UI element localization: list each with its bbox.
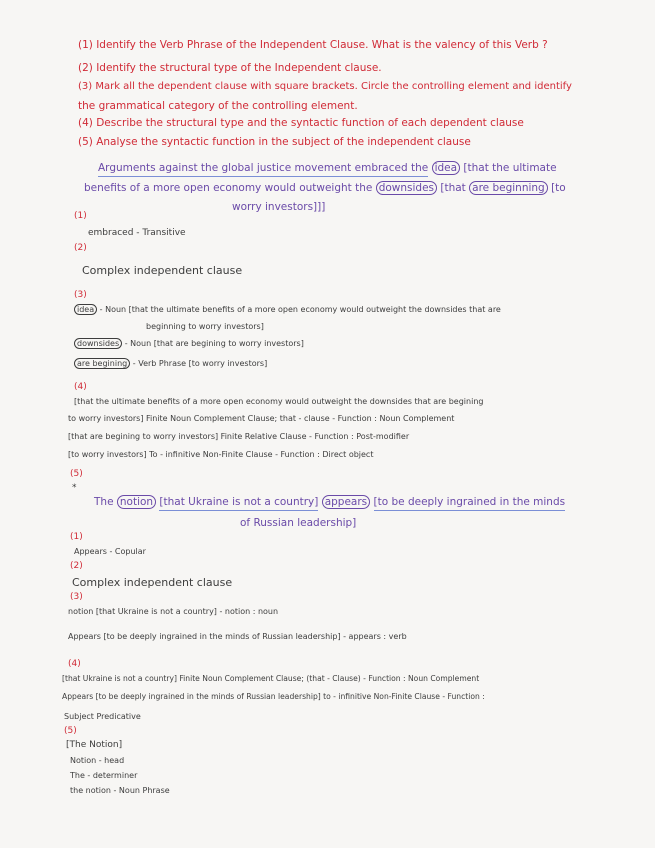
sentence1-circled-are-beginning: are beginning — [469, 181, 548, 195]
question-5: (5) Analyse the syntactic function in the subject of the independent clause — [78, 136, 471, 148]
a1-answer3-line1b: beginning to worry investors] — [146, 322, 264, 331]
a1-answer3-line3 — [74, 360, 267, 368]
a2-answer3-line2: Appears [to be deeply ingrained in the minds of Russian leadership] - appears : verb — [68, 632, 407, 641]
a2-num4: (4) — [68, 659, 81, 669]
a2-num1: (1) — [70, 532, 83, 542]
question-3: (3) Mark all the dependent clause with square brackets. Circle the controlling element and identify — [78, 81, 572, 92]
sentence1-line1 — [98, 163, 557, 174]
a1-num2: (2) — [74, 243, 87, 253]
question-3-cont: the grammatical category of the controlling element. — [78, 100, 358, 112]
a1-answer3-text1: - Noun [that the ultimate benefits of a more open economy would outweight the downsides that are — [99, 305, 501, 314]
sentence2-line2: of Russian leadership] — [240, 517, 357, 529]
a1-answer3-line1 — [74, 306, 501, 314]
question-2: (2) Identify the structural type of the Independent clause. — [78, 62, 382, 74]
a1-answer4-line1: [that the ultimate benefits of a more open economy would outweight the downsides that are begining — [74, 397, 484, 406]
a1-answer3-text3: - Verb Phrase [to worry investors] — [132, 359, 268, 368]
circled-are-begining: are begining — [74, 358, 130, 369]
a1-answer4-line4: [to worry investors] To - infinitive Non-Finite Clause - Function : Direct object — [68, 450, 374, 459]
a1-answer3-text2: - Noun [that are begining to worry investors] — [124, 339, 304, 348]
a2-num5: (5) — [64, 726, 77, 736]
circled-downsides: downsides — [74, 338, 122, 349]
a1-answer2: Complex independent clause — [82, 264, 243, 277]
a1-num5: (5) — [70, 469, 83, 479]
a2-num2: (2) — [70, 561, 83, 571]
sentence2-line1 — [94, 497, 565, 508]
a2-num3: (3) — [70, 592, 83, 602]
sentence1-circled-idea: idea — [432, 161, 460, 175]
a2-answer5-line1: [The Notion] — [66, 740, 123, 750]
a2-answer2: Complex independent clause — [72, 576, 233, 589]
a1-num3: (3) — [74, 290, 87, 300]
sentence1-circled-downsides: downsides — [376, 181, 437, 195]
a1-num4: (4) — [74, 382, 87, 392]
a2-answer3-line1: notion [that Ukraine is not a country] - notion : noun — [68, 607, 279, 616]
a2-answer5-line4: the notion - Noun Phrase — [70, 786, 170, 795]
star-mark: * — [72, 483, 77, 493]
a1-answer4-line2: to worry investors] Finite Noun Complement Clause; that - clause - Function : Noun Complement — [68, 414, 455, 423]
a1-answer3-line2 — [74, 340, 304, 348]
a2-answer4-line1: [that Ukraine is not a country] Finite Noun Complement Clause; (that - Clause) - Function : Noun Complement — [62, 674, 480, 683]
sentence1-line3: worry investors]]] — [232, 201, 326, 213]
a2-answer4-line2: Appears [to be deeply ingrained in the minds of Russian leadership] to - infinitive Non-Finite Clause - Function : — [62, 692, 485, 701]
sentence1-line2-pre: benefits of a more open economy would outweight the — [84, 182, 373, 194]
question-1: (1) Identify the Verb Phrase of the Independent Clause. What is the valency of this Verb ? — [78, 39, 548, 51]
a2-answer1: Appears - Copular — [74, 547, 146, 556]
sentence2-circled-notion: notion — [117, 495, 156, 509]
a2-answer4-line3: Subject Predicative — [64, 712, 141, 721]
a1-answer4-line3: [that are begining to worry investors] Finite Relative Clause - Function : Post-modifier — [68, 432, 410, 441]
sentence1-line2-mid: [that — [440, 182, 466, 194]
sentence2-pre: The — [94, 496, 114, 508]
sentence1-line2 — [84, 183, 566, 194]
a1-answer1: embraced - Transitive — [88, 228, 186, 238]
sentence2-clause1: [that Ukraine is not a country] — [159, 496, 318, 511]
sentence2-clause2: [to be deeply ingrained in the minds — [374, 496, 566, 511]
sentence2-circled-appears: appears — [322, 495, 370, 509]
circled-idea: idea — [74, 304, 97, 315]
a1-num1: (1) — [74, 211, 87, 221]
sentence1-pre: Arguments against the global justice movement embraced the — [98, 162, 428, 177]
sentence1-post: [that the ultimate — [463, 162, 557, 174]
a2-answer5-line2: Notion - head — [70, 756, 125, 765]
a2-answer5-line3: The - determiner — [70, 771, 138, 780]
sentence1-line2-post: [to — [551, 182, 566, 194]
question-4: (4) Describe the structural type and the syntactic function of each dependent clause — [78, 117, 524, 129]
